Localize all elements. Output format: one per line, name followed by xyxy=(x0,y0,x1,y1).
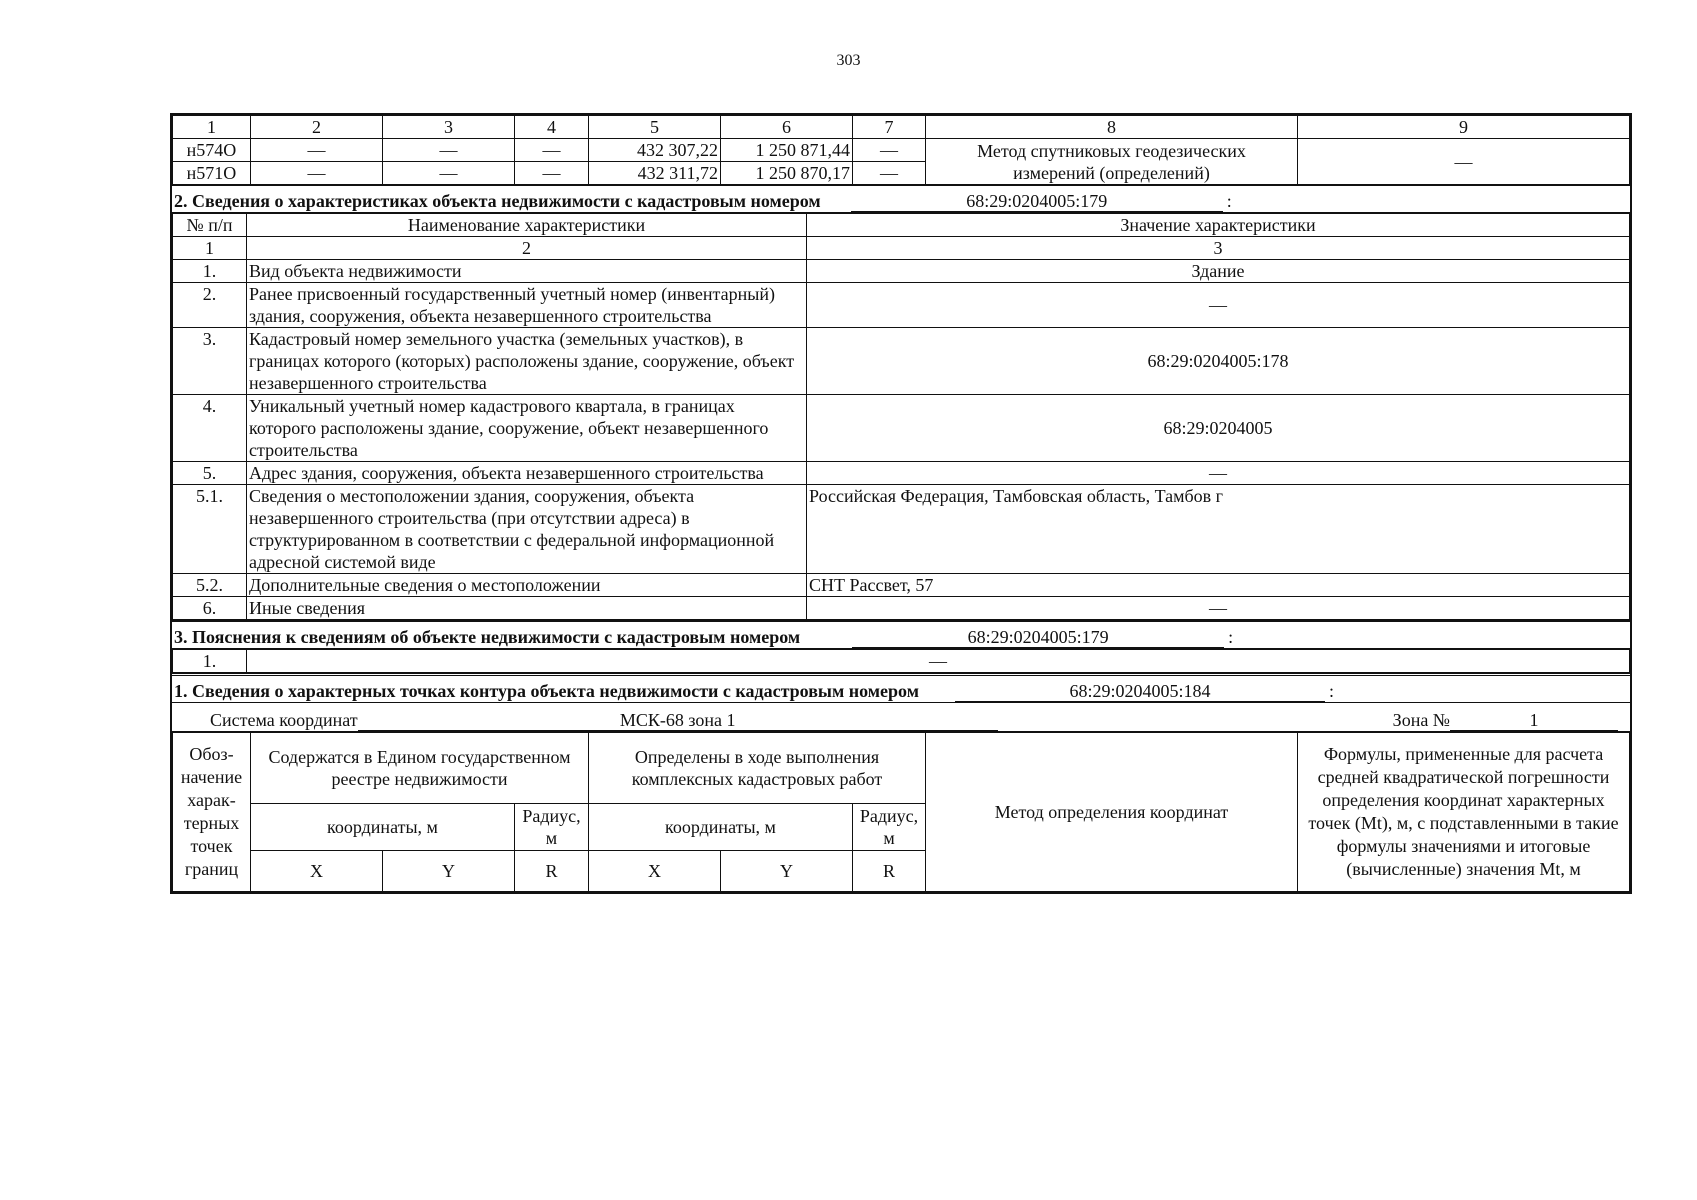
cell-value: — xyxy=(1298,139,1630,185)
row-num: 4. xyxy=(173,395,247,462)
table-row xyxy=(173,395,1630,462)
header-radius: Радиус, м xyxy=(515,804,589,851)
table-row xyxy=(173,328,1630,395)
row-name: Адрес здания, сооружения, объекта незавершенного строительства xyxy=(247,462,807,485)
cell-value: — xyxy=(853,162,926,185)
cell-value: — xyxy=(383,139,515,162)
coord-x: 432 307,22 xyxy=(589,139,721,162)
row-value: — xyxy=(807,597,1630,620)
cadastral-sheet xyxy=(170,113,1632,894)
explanations-table xyxy=(172,648,1630,673)
header-r: R xyxy=(515,851,589,892)
row-value: — xyxy=(807,462,1630,485)
header-r: R xyxy=(853,851,926,892)
method-line: измерений (определений) xyxy=(1013,162,1210,183)
cell-value: — xyxy=(251,162,383,185)
row-name: Вид объекта недвижимости xyxy=(247,260,807,283)
header-method: Метод определения координат xyxy=(926,732,1298,892)
row-num: 3. xyxy=(173,328,247,395)
colon: : xyxy=(1328,681,1334,701)
cell-value: — xyxy=(853,139,926,162)
section2-cadastral-number: 68:29:0204005:179 xyxy=(851,191,1223,212)
table-row xyxy=(173,283,1630,328)
coord-system-label: Система координат xyxy=(210,710,358,730)
table-row xyxy=(173,462,1630,485)
col-number: 3 xyxy=(807,237,1630,260)
row-num: 5. xyxy=(173,462,247,485)
row-value: — xyxy=(247,649,1630,673)
header-radius: Радиус, м xyxy=(853,804,926,851)
row-name: Кадастровый номер земельного участка (земельных участков), в границах которого (которых) расположены здание, сооружение, объект незавершенного строительства xyxy=(247,328,807,395)
header-num: № п/п xyxy=(173,213,247,237)
cell-value: — xyxy=(383,162,515,185)
col-number: 6 xyxy=(721,116,853,139)
table-row xyxy=(173,260,1630,283)
table-row xyxy=(173,649,1630,673)
header-value: Значение характеристики xyxy=(807,213,1630,237)
row-num: 5.2. xyxy=(173,574,247,597)
coord-system-value: МСК-68 зона 1 xyxy=(358,710,998,731)
colon: : xyxy=(1228,627,1234,647)
col-number: 7 xyxy=(853,116,926,139)
header-row xyxy=(173,213,1630,237)
coordinates-table-continued xyxy=(172,115,1630,185)
colon: : xyxy=(1226,191,1232,211)
row-num: 2. xyxy=(173,283,247,328)
header-number-row xyxy=(173,237,1630,260)
coord-y: 1 250 870,17 xyxy=(721,162,853,185)
col-number: 5 xyxy=(589,116,721,139)
row-num: 1. xyxy=(173,649,247,673)
row-num: 6. xyxy=(173,597,247,620)
header-formulas: Формулы, примененные для расчета средней квадратической погрешности определения координат характерных точек (Mt), м, с подставленными в такие формулы значениями и итоговые (вычисленные) значения Mt, м xyxy=(1298,732,1630,892)
cell-value: — xyxy=(515,139,589,162)
header-y: Y xyxy=(721,851,853,892)
col-number: 1 xyxy=(173,237,247,260)
section1b-cadastral-number: 68:29:0204005:184 xyxy=(955,681,1325,702)
col-number: 1 xyxy=(173,116,251,139)
coord-y: 1 250 871,44 xyxy=(721,139,853,162)
contour-points-header-table xyxy=(172,731,1630,892)
table-row xyxy=(173,139,1630,162)
col-number: 3 xyxy=(383,116,515,139)
row-value: 68:29:0204005:178 xyxy=(807,328,1630,395)
method-line: Метод спутниковых геодезических xyxy=(977,140,1246,161)
row-value: — xyxy=(807,283,1630,328)
row-name: Сведения о местоположении здания, сооружения, объекта незавершенного строительства (при отсутствии адреса) в структурированном в соответствии с федеральной информационной адресной системой виде xyxy=(247,485,807,574)
row-name: Дополнительные сведения о местоположении xyxy=(247,574,807,597)
zone-value: 1 xyxy=(1450,710,1618,731)
row-name: Иные сведения xyxy=(247,597,807,620)
table-row xyxy=(173,597,1630,620)
cell-value: — xyxy=(251,139,383,162)
header-complex-works: Определены в ходе выполнения комплексных кадастровых работ xyxy=(589,732,926,804)
zone-label: Зона № xyxy=(1392,710,1450,730)
row-value: Здание xyxy=(807,260,1630,283)
row-value: Российская Федерация, Тамбовская область, Тамбов г xyxy=(807,485,1630,574)
col-number: 4 xyxy=(515,116,589,139)
section2-title: 2. Сведения о характеристиках объекта недвижимости с кадастровым номером xyxy=(174,191,821,211)
coord-system-row xyxy=(172,702,1630,731)
page-number: 303 xyxy=(836,52,861,69)
row-value: СНТ Рассвет, 57 xyxy=(807,574,1630,597)
col-number: 2 xyxy=(247,237,807,260)
cell-value: — xyxy=(515,162,589,185)
row-num: 1. xyxy=(173,260,247,283)
row-value: 68:29:0204005 xyxy=(807,395,1630,462)
header-x: X xyxy=(251,851,383,892)
section3-cadastral-number: 68:29:0204005:179 xyxy=(852,627,1224,648)
section2-title-row xyxy=(172,185,1630,212)
col-number: 8 xyxy=(926,116,1298,139)
section1b-title: 1. Сведения о характерных точках контура объекта недвижимости с кадастровым номером xyxy=(174,681,919,701)
row-name: Уникальный учетный номер кадастрового квартала, в границах которого расположены здание, сооружение, объект незавершенного строительства xyxy=(247,395,807,462)
header-name: Наименование характеристики xyxy=(247,213,807,237)
header-row xyxy=(173,732,1630,804)
header-y: Y xyxy=(383,851,515,892)
header-egrn: Содержатся в Едином государственном реестре недвижимости xyxy=(251,732,589,804)
section1b-title-row xyxy=(172,673,1630,702)
characteristics-table xyxy=(172,212,1630,620)
table-row xyxy=(173,485,1630,574)
section3-title-row xyxy=(172,620,1630,648)
coord-x: 432 311,72 xyxy=(589,162,721,185)
header-coords: координаты, м xyxy=(251,804,515,851)
col-number: 2 xyxy=(251,116,383,139)
header-x: X xyxy=(589,851,721,892)
section3-title: 3. Пояснения к сведениям об объекте недвижимости с кадастровым номером xyxy=(174,627,801,647)
point-designation: н574О xyxy=(173,139,251,162)
col-number: 9 xyxy=(1298,116,1630,139)
header-coords: координаты, м xyxy=(589,804,853,851)
row-name: Ранее присвоенный государственный учетный номер (инвентарный) здания, сооружения, объекта незавершенного строительства xyxy=(247,283,807,328)
table-row xyxy=(173,574,1630,597)
header-designation: Обоз-начение харак-терных точек границ xyxy=(173,732,251,892)
row-num: 5.1. xyxy=(173,485,247,574)
point-designation: н571О xyxy=(173,162,251,185)
method-cell xyxy=(926,139,1298,185)
column-number-row xyxy=(173,116,1630,139)
